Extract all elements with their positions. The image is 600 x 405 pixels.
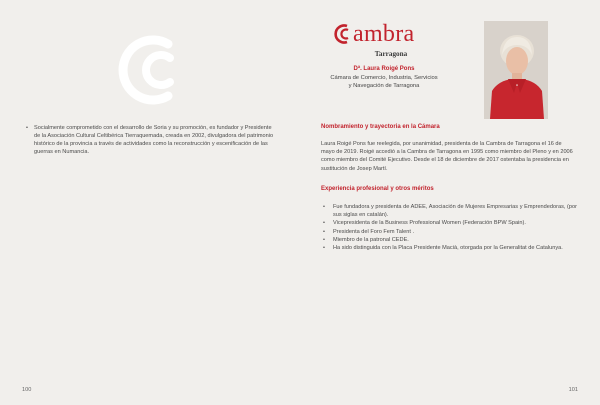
org-line-1: Cámara de Comercio, Industria, Servicios	[330, 75, 438, 81]
list-item: • Fue fundadora y presidenta de ADEE, Asociación de Mujeres Empresarias y Emprendedoras, (por sus siglas en catalán).	[321, 203, 577, 219]
left-bullet-list	[26, 124, 278, 156]
page-number-left: 100	[22, 387, 32, 393]
org-line-2: y Navegación de Tarragona	[348, 83, 420, 90]
logo-city: Tarragona	[374, 50, 408, 58]
list-item: • Vicepresidenta de la Business Professional Women (Federación BPW Spain).	[321, 219, 577, 227]
cambra-cc-icon	[334, 23, 352, 45]
section-title-experience: Experiencia profesional y otros méritos	[321, 186, 434, 192]
person-name: Dª. Laura Roigé Pons	[353, 66, 415, 72]
experience-bullet-list	[321, 203, 577, 252]
cambra-logo	[334, 22, 434, 58]
portrait-photo	[484, 21, 548, 119]
left-bullet-item: • Socialmente comprometido con el desarrollo de Soria y su promoción, es fundador y Presidente de la Asociación Cultural Celtibérica Tierraquemada, creada en 2002, divulgadora del patrimonio histórico de la provincia a través de actividades como la reconstrucción y escenificación de las guerras en Numancia.	[26, 124, 278, 156]
page-number-right: 101	[568, 387, 578, 393]
appointment-paragraph: Laura Roigé Pons fue reelegida, por unanimidad, presidenta de la Cambra de Tarragona el 16 de mayo de 2019. Roigé accedió a la Cambra de Tarragona en 1995 como miembro del Pleno y en 2006 como miembro del Comité Ejecutivo. Desde el 18 de diciembre de 2017 ostentaba la presidencia en sustitución de Josep Martí.	[321, 141, 573, 172]
cambra-watermark-icon	[118, 30, 188, 110]
portrait-illustration	[484, 21, 548, 119]
section-title-appointment: Nombramiento y trayectoria en la Cámara	[321, 124, 440, 130]
list-item: • Presidenta del Foro Fem Talent .	[321, 228, 577, 236]
logo-wordmark: ambra	[353, 21, 415, 47]
list-item: • Ha sido distinguida con la Placa Presidente Macià, otorgada por la Generalitat de Catalunya.	[321, 244, 577, 252]
person-organization	[316, 74, 452, 91]
list-item: • Miembro de la patronal CEDE.	[321, 236, 577, 244]
